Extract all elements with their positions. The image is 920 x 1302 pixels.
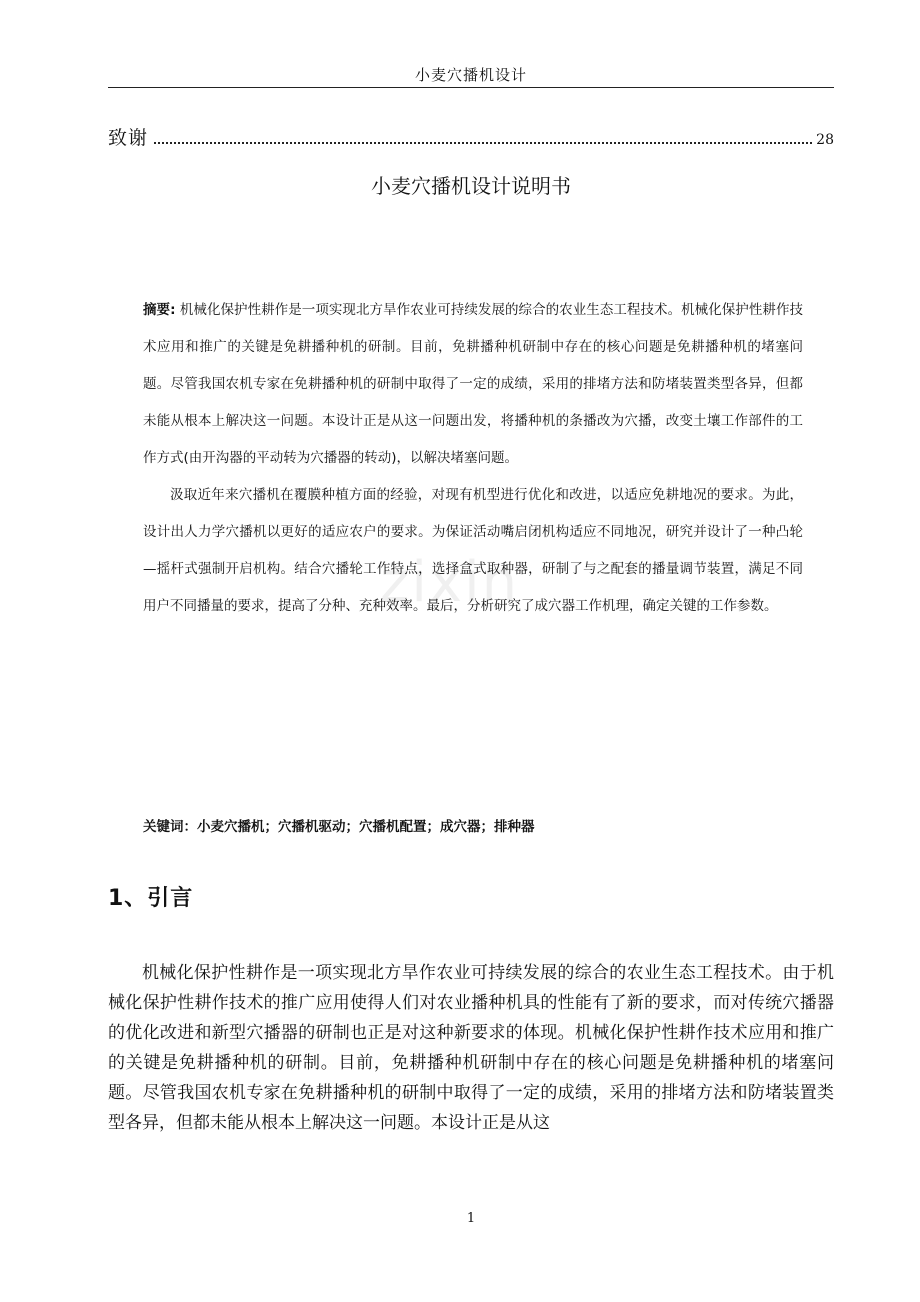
document-title: 小麦穴播机设计说明书 xyxy=(371,174,571,198)
abstract-paragraph-2: 汲取近年来穴播机在覆膜种植方面的经验，对现有机型进行优化和改进，以适应免耕地况的要求。为此，设计出人力学穴播机以更好的适应农户的要求。为保证活动嘴启闭机构适应不同地况，研究并设计了一种凸轮—摇杆式强制开启机构。结合穴播轮工作特点，选择盒式取种器，研制了与之配套的播量调节装置，满足不同用户不同播量的要求，提高了分种、充种效率。最后，分析研究了成穴器工作机理，确定关键的工作参数。 xyxy=(143,487,803,614)
abstract-text-1: 机械化保护性耕作是一项实现北方旱作农业可持续发展的综合的农业生态工程技术。机械化保护性耕作技术应用和推广的关键是免耕播种机的研制。目前，免耕播种机研制中存在的核心问题是免耕播种机的堵塞问题。尽管我国农机专家在免耕播种机的研制中取得了一定的成绩，采用的排堵方法和防堵装置类型各异，但都未能从根本上解决这一问题。本设计正是从这一问题出发，将播种机的条播改为穴播，改变土壤工作部件的工作方式(由开沟器的平动转为穴播器的转动)，以解决堵塞问题。 xyxy=(143,302,803,466)
toc-entry-page: 28 xyxy=(816,132,834,148)
toc-entry[interactable] xyxy=(108,123,834,147)
toc-entry-label: 致谢 xyxy=(108,127,149,149)
watermark: zixin xyxy=(380,550,520,615)
running-header: 小麦穴播机设计 xyxy=(414,66,527,84)
page-number: 1 xyxy=(466,1211,476,1226)
introduction-paragraph: 机械化保护性耕作是一项实现北方旱作农业可持续发展的综合的农业生态工程技术。由于机械化保护性耕作技术的推广应用使得人们对农业播种机具的性能有了新的要求，而对传统穴播器的优化改进和新型穴播器的研制也正是对这种新要求的体现。机械化保护性耕作技术应用和推广的关键是免耕播种机的研制。目前，免耕播种机研制中存在的核心问题是免耕播种机的堵塞问题。尽管我国农机专家在免耕播种机的研制中取得了一定的成绩，采用的排堵方法和防堵装置类型各异，但都未能从根本上解决这一问题。本设计正是从这 xyxy=(108,963,834,1133)
keywords-line: 关键词：小麦穴播机；穴播机驱动；穴播机配置；成穴器；排种器 xyxy=(143,819,535,835)
abstract-block xyxy=(143,292,803,625)
section-heading-introduction: 1、引言 xyxy=(108,886,194,911)
abstract-paragraph-1 xyxy=(143,292,803,477)
abstract-label: 摘要: xyxy=(143,302,176,318)
toc-leader-dots xyxy=(154,142,812,144)
header-rule xyxy=(108,87,834,88)
